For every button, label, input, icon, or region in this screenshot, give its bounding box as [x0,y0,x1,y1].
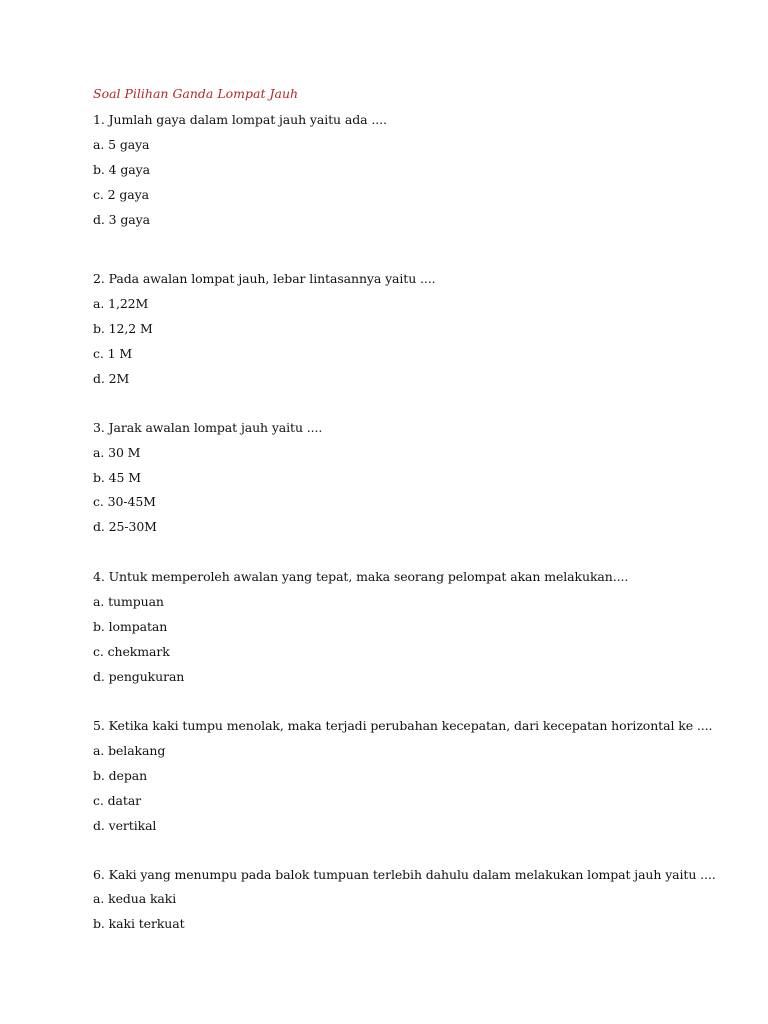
question-3-option-c: c. 30-45M [93,494,156,509]
question-2-option-b: b. 12,2 M [93,321,153,336]
question-5-option-b: b. depan [93,768,148,783]
question-4-option-c: c. chekmark [93,644,170,659]
question-6: 6. Kaki yang menumpu pada balok tumpuan terlebih dahulu dalam melakukan lompat jauh yaitu .... [93,867,716,882]
question-5: 5. Ketika kaki tumpu menolak, maka terjadi perubahan kecepatan, dari kecepatan horizontal ke .... [93,718,713,733]
question-2-option-c: c. 1 M [93,346,133,361]
question-2-option-a: a. 1,22M [93,296,149,311]
question-5-option-a: a. belakang [93,743,166,758]
question-4-option-a: a. tumpuan [93,594,164,609]
document-title: Soal Pilihan Ganda Lompat Jauh [93,86,299,101]
question-1-option-d: d. 3 gaya [93,212,150,227]
question-1: 1. Jumlah gaya dalam lompat jauh yaitu ada .... [93,112,387,127]
question-3-option-a: a. 30 M [93,445,141,460]
question-6-option-b: b. kaki terkuat [93,916,185,931]
question-5-option-d: d. vertikal [93,818,157,833]
question-3: 3. Jarak awalan lompat jauh yaitu .... [93,420,323,435]
question-4-option-b: b. lompatan [93,619,168,634]
question-4: 4. Untuk memperoleh awalan yang tepat, maka seorang pelompat akan melakukan.... [93,569,629,584]
question-1-option-b: b. 4 gaya [93,162,150,177]
question-1-option-a: a. 5 gaya [93,137,150,152]
question-2-option-d: d. 2M [93,371,130,386]
question-4-option-d: d. pengukuran [93,669,185,684]
question-1-option-c: c. 2 gaya [93,187,149,202]
question-6-option-a: a. kedua kaki [93,891,177,906]
question-5-option-c: c. datar [93,793,142,808]
question-3-option-d: d. 25-30M [93,519,157,534]
question-2: 2. Pada awalan lompat jauh, lebar lintasannya yaitu .... [93,271,436,286]
question-3-option-b: b. 45 M [93,470,141,485]
